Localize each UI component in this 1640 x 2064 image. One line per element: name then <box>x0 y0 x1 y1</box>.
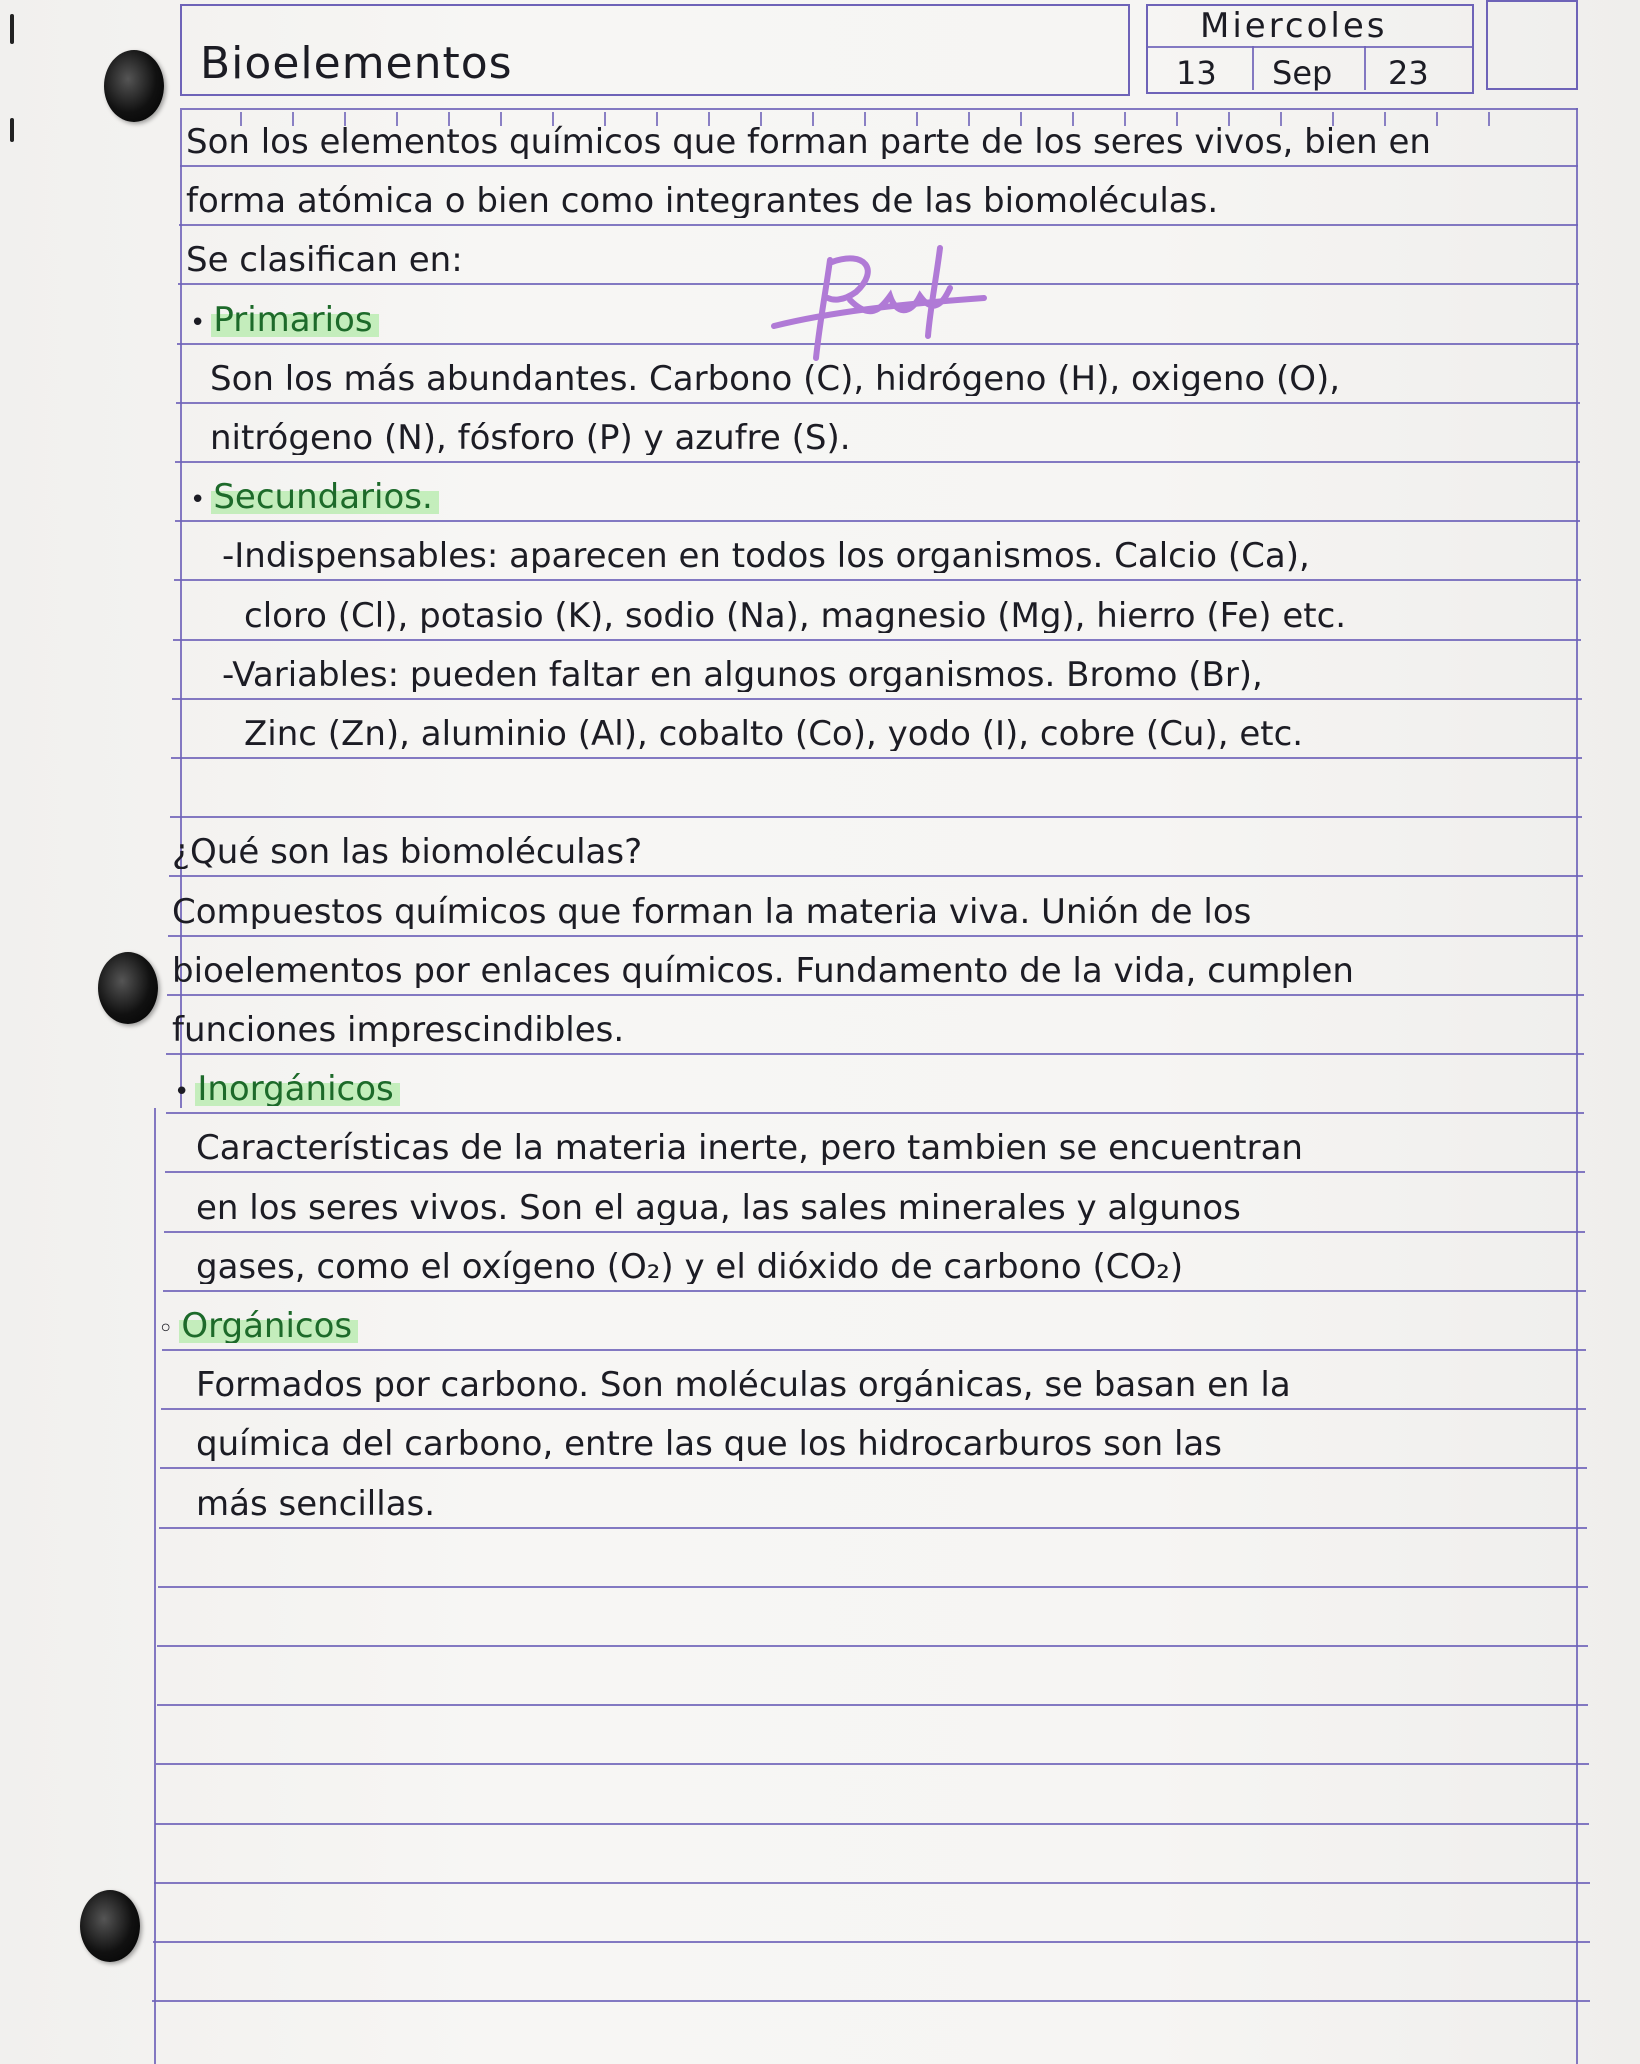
date-box-divider <box>1364 46 1366 90</box>
ruler-tick <box>292 112 294 126</box>
ruler-tick <box>396 112 398 126</box>
ruled-line <box>175 461 1580 463</box>
ruler-tick <box>1488 112 1490 126</box>
note-heading <box>158 1309 358 1343</box>
ruled-line <box>179 224 1578 226</box>
ruled-line <box>182 108 1578 110</box>
ruled-line <box>162 1349 1586 1351</box>
ruled-line <box>156 1763 1589 1765</box>
note-line: cloro (Cl), potasio (K), sodio (Na), magnesio (Mg), hierro (Fe) etc. <box>244 599 1347 633</box>
note-line: funciones imprescindibles. <box>172 1013 625 1047</box>
page-title: Bioelementos <box>200 38 513 89</box>
ruled-line <box>169 875 1583 877</box>
ruled-line <box>166 1053 1584 1055</box>
binder-hole <box>98 952 158 1024</box>
ruler-tick <box>760 112 762 126</box>
ruled-line <box>153 1941 1590 1943</box>
ruler-tick <box>1436 112 1438 126</box>
note-line: nitrógeno (N), fósforo (P) y azufre (S). <box>210 421 851 455</box>
note-line: en los seres vivos. Son el agua, las sales minerales y algunos <box>196 1191 1241 1225</box>
highlighted-heading: Secundarios. <box>211 480 438 514</box>
note-heading <box>190 480 439 514</box>
page-edge-mark <box>10 14 14 44</box>
ruler-tick <box>1072 112 1074 126</box>
ruled-line <box>157 1645 1588 1647</box>
teacher-signature-icon <box>770 240 990 370</box>
ruled-line <box>174 579 1581 581</box>
binder-hole <box>80 1890 140 1962</box>
ruler-tick <box>1332 112 1334 126</box>
ruled-line <box>170 816 1582 818</box>
ruler-tick <box>864 112 866 126</box>
margin-line <box>154 1108 156 2064</box>
ruler-tick <box>1124 112 1126 126</box>
note-line: Se clasifican en: <box>186 243 463 277</box>
date-day-name: Miercoles <box>1200 6 1388 46</box>
bullet-icon: • <box>174 1077 190 1106</box>
note-line: Características de la materia inerte, pero tambien se encuentran <box>196 1131 1303 1165</box>
highlighted-heading: Inorgánicos <box>195 1072 399 1106</box>
date-box-divider <box>1252 46 1254 90</box>
ruled-line <box>180 165 1578 167</box>
right-border-line <box>1576 108 1578 2064</box>
note-question: ¿Qué son las biomoléculas? <box>172 835 643 869</box>
ruled-line <box>161 1408 1586 1410</box>
ruled-line <box>163 1290 1586 1292</box>
note-line: bioelementos por enlaces químicos. Fundamento de la vida, cumplen <box>172 954 1354 988</box>
bullet-icon: • <box>190 485 206 514</box>
note-line: Son los elementos químicos que forman parte de los seres vivos, bien en <box>186 125 1431 159</box>
ruler-tick <box>968 112 970 126</box>
date-month: Sep <box>1272 54 1333 92</box>
date-box-divider <box>1146 46 1472 48</box>
ruler-tick <box>448 112 450 126</box>
ruled-line <box>173 639 1581 641</box>
note-line: -Variables: pueden faltar en algunos organismos. Bromo (Br), <box>222 658 1263 692</box>
open-bullet-icon: ◦ <box>158 1314 174 1343</box>
ruler-tick <box>1020 112 1022 126</box>
ruler-tick <box>1228 112 1230 126</box>
corner-box <box>1486 0 1578 90</box>
ruled-line <box>168 935 1583 937</box>
ruler-tick <box>1176 112 1178 126</box>
ruled-line <box>172 698 1582 700</box>
ruler-tick <box>240 112 242 126</box>
ruled-line <box>167 994 1584 996</box>
ruled-line <box>175 520 1580 522</box>
ruled-line <box>164 1231 1585 1233</box>
ruled-line <box>154 1882 1590 1884</box>
date-day: 13 <box>1176 54 1217 92</box>
ruled-line <box>165 1171 1585 1173</box>
note-line: gases, como el oxígeno (O₂) y el dióxido de carbono (CO₂) <box>196 1250 1184 1284</box>
ruled-line <box>159 1527 1587 1529</box>
ruled-line <box>160 1467 1587 1469</box>
highlighted-heading: Orgánicos <box>179 1309 358 1343</box>
ruler-tick <box>344 112 346 126</box>
ruled-line <box>171 757 1582 759</box>
page-edge-mark <box>10 118 14 142</box>
ruler-tick <box>812 112 814 126</box>
note-line: forma atómica o bien como integrantes de las biomoléculas. <box>186 184 1219 218</box>
ruler-tick <box>552 112 554 126</box>
note-line: Son los más abundantes. Carbono (C), hidrógeno (H), oxigeno (O), <box>210 362 1341 396</box>
note-line: más sencillas. <box>196 1487 436 1521</box>
note-line: -Indispensables: aparecen en todos los organismos. Calcio (Ca), <box>222 539 1310 573</box>
ruler-tick <box>656 112 658 126</box>
ruled-line <box>158 1586 1588 1588</box>
ruler-tick <box>708 112 710 126</box>
ruled-line <box>155 1823 1589 1825</box>
note-line: Zinc (Zn), aluminio (Al), cobalto (Co), yodo (I), cobre (Cu), etc. <box>244 717 1304 751</box>
bullet-icon: • <box>190 308 206 337</box>
ruled-line <box>166 1112 1584 1114</box>
note-line: Formados por carbono. Son moléculas orgánicas, se basan en la <box>196 1368 1291 1402</box>
ruled-line <box>157 1704 1588 1706</box>
ruler-tick <box>1384 112 1386 126</box>
note-line: química del carbono, entre las que los hidrocarburos son las <box>196 1427 1222 1461</box>
ruler-tick <box>604 112 606 126</box>
date-year: 23 <box>1388 54 1429 92</box>
ruler-tick <box>916 112 918 126</box>
note-heading <box>174 1072 400 1106</box>
ruler-tick <box>500 112 502 126</box>
ruler-tick <box>1280 112 1282 126</box>
ruled-line <box>152 2000 1590 2002</box>
note-line: Compuestos químicos que forman la materia viva. Unión de los <box>172 895 1252 929</box>
ruled-line <box>176 402 1580 404</box>
highlighted-heading: Primarios <box>211 303 378 337</box>
note-heading <box>190 303 379 337</box>
binder-hole <box>104 50 164 122</box>
